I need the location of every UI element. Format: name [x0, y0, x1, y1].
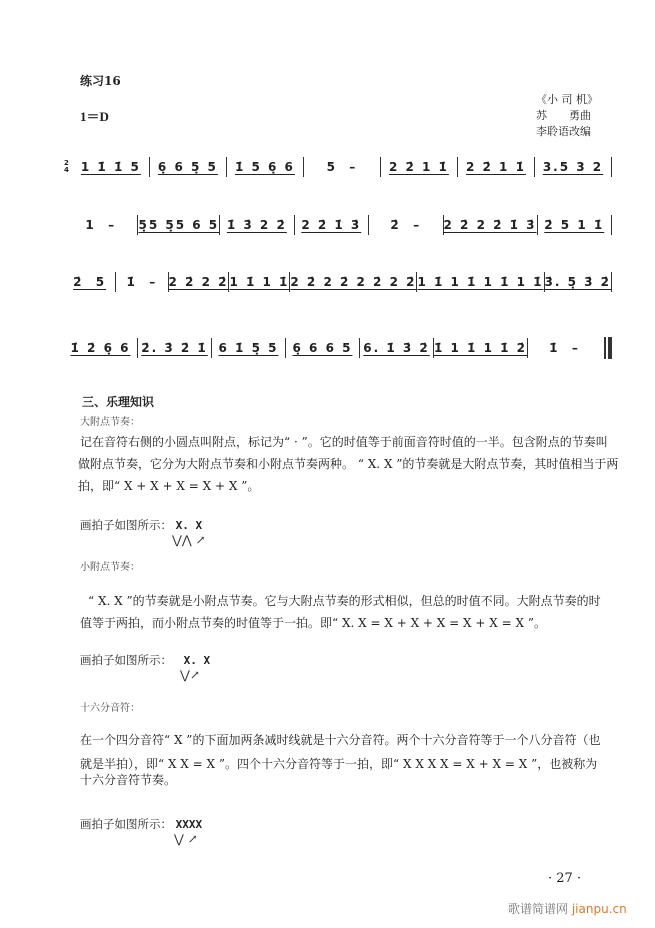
exercise-title: 练习16	[80, 74, 121, 88]
measure: 1̇ 1 1̇ 1 1̇ 2̇	[434, 341, 527, 355]
key-signature: 1＝D	[80, 109, 109, 124]
measure: 2 2̇ 2 2̇ 2 2̇ 2 2̇	[290, 275, 417, 289]
measure: 3̇. 5̣ 3̇ 2̇	[544, 275, 611, 289]
measure: 1̇ 5 6̣ 6	[234, 160, 295, 174]
big-dotted-beating	[80, 517, 206, 547]
barline	[611, 215, 612, 235]
measure: 6 1̇ 5̣ 5	[218, 341, 279, 355]
time-signature-bottom: 4	[64, 166, 69, 174]
measure: 1̇ 2̇ 6̣ 6	[70, 341, 131, 355]
measure: 1 1̇ 1 1̇ 1 1̇ 1 1̇	[417, 275, 544, 289]
measure: 2 2̇ 1̇ 3̇	[301, 218, 362, 232]
measure: 2 2̇ 2 2̇	[168, 275, 229, 289]
watermark-cn: 歌谱简谱网	[508, 902, 569, 916]
score-row	[64, 272, 612, 292]
measure: 6̣ 6 5̣ 5	[157, 160, 218, 174]
small-dotted-beating	[80, 652, 210, 682]
measure: 1̇ –	[126, 275, 158, 289]
measure: 1 –	[85, 218, 117, 232]
draw-notes: X. X	[183, 654, 211, 667]
paragraph-line: “ X. X ”的节奏就是小附点节奏。它与大附点节奏的形式相似，但总的时值不同。大附点节奏的时	[88, 594, 601, 608]
watermark	[508, 900, 627, 917]
measure: 2̇ 5 1 1̇	[544, 218, 605, 232]
paragraph-line: 就是半拍），即“ X X = X ”。四个十六分音符等于一拍，即“ X X X X = X + X = X ”，也被称为	[80, 757, 598, 771]
section-heading: 三、乐理知识	[82, 395, 155, 409]
measure: 2̇ –	[390, 218, 422, 232]
sixteenth-label: 十六分音符：	[80, 703, 140, 714]
page-number: · 27 ·	[548, 871, 582, 886]
paragraph-line: 做附点节奏，它分为大附点节奏和小附点节奏两种。 “ X. X ”的节奏就是大附点节奏，其时值相当于两	[78, 457, 619, 471]
measure: 1 1̇ 1 1̇	[229, 275, 290, 289]
score-row	[64, 338, 612, 358]
paragraph-line: 值等于两拍，而小附点节奏的时值等于一拍。即“ X. X = X + X + X = X + X = X ”。	[80, 616, 546, 630]
measure: 2 2̇ 1 1̇	[388, 160, 449, 174]
beating-arrows-icon: ⋁ ↗	[174, 832, 198, 846]
song-title: 《小 司 机》	[536, 93, 598, 106]
final-barline	[608, 337, 612, 359]
measure: 2 2̇ 2 2̇ 1̇ 3̇	[443, 218, 537, 232]
measure: 3.5 3 2	[542, 160, 604, 174]
draw-label: 画拍子如图所示：	[80, 817, 172, 831]
time-signature-top: 2	[64, 159, 69, 167]
measure: 1 1̇ 1̇ 5	[80, 160, 141, 174]
measure: 6. 1̇ 3̇ 2̇	[363, 341, 430, 355]
draw-label: 画拍子如图所示：	[80, 653, 172, 667]
score-row	[64, 215, 612, 235]
measure: 6̣ 6 6 5	[292, 341, 353, 355]
measure: 2̇. 3̇ 2̇ 1̇	[141, 341, 208, 355]
measure: 1̇ 3̇ 2 2̇	[226, 218, 287, 232]
time-signature	[64, 160, 69, 174]
measure: 2 2̇ 1 1̇	[465, 160, 526, 174]
measure: 1̇ –	[549, 341, 580, 355]
song-credits	[536, 92, 598, 140]
big-dotted-label: 大附点节奏：	[80, 417, 140, 428]
score-row	[64, 157, 612, 177]
measure: 5 –	[326, 160, 358, 174]
draw-notes: XXXX	[175, 818, 203, 831]
paragraph-line: 十六分音符节奏。	[80, 773, 177, 787]
final-barline	[604, 337, 606, 359]
beating-arrows-icon: ⋁⋀ ↗	[172, 533, 206, 547]
small-dotted-paragraph	[80, 590, 610, 634]
paragraph-line: 拍，即“ X + X + X = X + X ”。	[78, 479, 260, 493]
draw-label: 画拍子如图所示：	[80, 518, 172, 532]
big-dotted-paragraph	[78, 431, 619, 497]
small-dotted-label: 小附点节奏：	[80, 562, 140, 573]
draw-notes: X. X	[175, 519, 203, 532]
measure: 2̇ 5	[73, 275, 107, 289]
sixteenth-paragraph	[80, 728, 610, 792]
measure: 5̣5 5̣5 6 5	[138, 218, 220, 232]
sixteenth-beating	[80, 816, 202, 846]
barline	[611, 272, 612, 292]
composer: 苏 勇曲	[536, 109, 591, 122]
barline	[611, 157, 612, 177]
paragraph-line: 记在音符右侧的小圆点叫附点，标记为“ · ”。它的时值等于前面音符时值的一半。包含附点的节奏叫	[80, 435, 608, 449]
paragraph-line: 在一个四分音符“ X ”的下面加两条减时线就是十六分音符。两个十六分音符等于一个八分音符（也	[80, 733, 601, 747]
watermark-en: jianpu.cn	[571, 902, 627, 916]
beating-arrows-icon: ⋁↗	[180, 668, 200, 682]
arranger: 李聆语改编	[536, 125, 591, 138]
